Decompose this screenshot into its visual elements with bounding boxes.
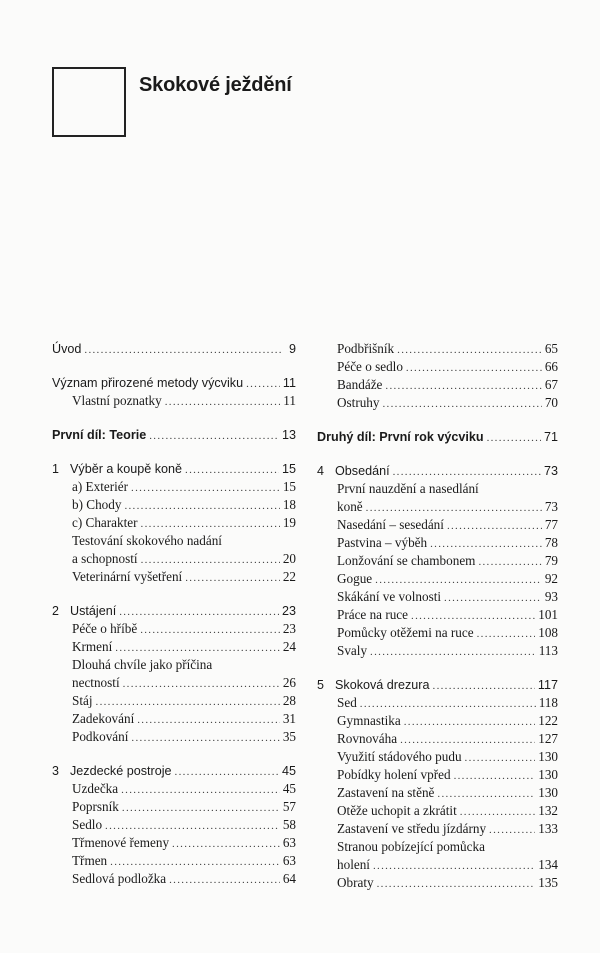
dot-leader [373,857,535,875]
toc-entry-page: 63 [282,835,296,850]
toc-entry-page: 15 [282,479,296,494]
toc-entry-label: Gymnastika [337,713,401,728]
toc-entry-label: nectností [72,675,120,690]
toc-entry-page: 45 [281,764,296,778]
dot-leader [375,571,542,589]
dot-leader [122,799,280,817]
dot-leader [411,607,535,625]
toc-entry[interactable] [317,784,558,802]
toc-entry-page: 79 [544,553,558,568]
toc-entry[interactable] [317,394,558,412]
dot-leader [489,821,535,839]
chapter-number: 2 [52,604,59,618]
dot-leader [123,675,280,693]
toc-entry-page: 64 [282,871,296,886]
toc-entry[interactable] [52,478,296,496]
toc-entry-page: 23 [281,604,296,618]
toc-entry[interactable] [52,340,296,358]
toc-left-column [52,340,296,888]
toc-entry-label: Pomůcky otěžemi na ruce [337,625,474,640]
dot-leader [165,393,281,411]
toc-entry-label: Gogue [337,571,373,586]
toc-entry-page: 73 [544,499,558,514]
toc-entry-page: 11 [282,376,296,390]
toc-entry-label: Třmen [72,853,108,868]
dot-leader [397,341,542,359]
toc-entry[interactable] [52,798,296,816]
toc-entry[interactable] [52,374,296,392]
toc-entry-label: Sedlová podložka [72,871,167,886]
toc-entry-page: 101 [538,607,558,622]
toc-entry-page: 134 [538,857,558,872]
dot-leader [141,551,280,569]
toc-entry-label: Ustájení [70,604,117,618]
toc-entry[interactable] [317,462,558,480]
toc-entry[interactable] [52,692,296,710]
toc-entry[interactable] [317,516,558,534]
dot-leader [383,395,542,413]
toc-entry-label: Úvod [52,342,82,356]
dot-leader [430,535,542,553]
toc-entry-page: 113 [538,643,558,658]
dot-leader [119,603,279,621]
toc-entry-label: Stranou pobízející pomůcka [337,839,485,854]
toc-entry-label: Zadekování [72,711,135,726]
dot-leader [385,377,541,395]
toc-entry-page: 45 [282,781,296,796]
toc-entry-page: 35 [282,729,296,744]
toc-entry[interactable] [317,820,558,838]
toc-entry[interactable] [52,852,296,870]
toc-entry-label: Druhý díl: První rok výcviku [317,430,484,444]
dot-leader [437,785,535,803]
toc-entry[interactable] [317,748,558,766]
toc-entry-label: c) Charakter [72,515,138,530]
toc-entry-label: Obraty [337,875,374,890]
toc-entry-page: 118 [538,695,558,710]
toc-entry-page: 20 [282,551,296,566]
dot-leader [460,803,535,821]
toc-entry-page: 67 [544,377,558,392]
toc-entry-page: 78 [544,535,558,550]
toc-entry-label: Zastavení na stěně [337,785,435,800]
dot-leader [444,589,542,607]
toc-entry-page: 70 [544,395,558,410]
dot-leader [149,427,279,445]
dot-leader [96,693,280,711]
toc-entry-label: koně [337,499,363,514]
chapter-number: 5 [317,678,324,692]
toc-entry-label: Bandáže [337,377,383,392]
dot-leader [185,461,279,479]
toc-entry-page: 18 [282,497,296,512]
toc-entry-page: 15 [281,462,296,476]
dot-leader [404,713,535,731]
toc-entry[interactable] [317,712,558,730]
toc-entry-label: Péče o sedlo [337,359,403,374]
toc-entry-label: Podbřišník [337,341,395,356]
toc-entry-label: a) Exteriér [72,479,129,494]
toc-entry-page: 135 [538,875,558,890]
dot-leader [477,625,536,643]
toc-entry-label: Ostruhy [337,395,380,410]
toc-entry[interactable] [317,376,558,394]
dot-leader [400,731,535,749]
toc-entry-label: Svaly [337,643,368,658]
toc-entry-label: Lonžování se chambonem [337,553,476,568]
toc-entry-page: 23 [282,621,296,636]
toc-entry-label: Skákání ve volnosti [337,589,442,604]
dot-leader [370,643,536,661]
toc-entry[interactable] [52,834,296,852]
toc-entry-label: Stáj [72,693,93,708]
toc-entry-label: Veterinární vyšetření [72,569,183,584]
toc-entry-label: Výběr a koupě koně [70,462,183,476]
toc-entry-label: Obsedání [335,464,390,478]
toc-entry[interactable] [317,340,558,358]
toc-entry-page: 108 [538,625,558,640]
toc-entry-page: 58 [282,817,296,832]
toc-entry-page: 132 [538,803,558,818]
dot-leader [246,375,280,393]
toc-entry-label: Dlouhá chvíle jako příčina [72,657,213,672]
toc-entry-label: Uzdečka [72,781,119,796]
toc-entry[interactable] [317,498,558,516]
toc-entry-page: 13 [281,428,296,442]
dot-leader [140,621,280,639]
toc-entry-label: První nauzdění a nasedlání [337,481,479,496]
toc-entry-label: holení [337,857,370,872]
dot-leader [487,429,541,447]
toc-entry[interactable] [52,728,296,746]
dot-leader [185,569,280,587]
toc-entry[interactable] [317,676,558,694]
dot-leader [131,729,279,747]
toc-entry[interactable] [317,358,558,376]
toc-entry[interactable] [52,532,296,550]
toc-entry[interactable] [317,874,558,892]
toc-entry-page: 133 [538,821,558,836]
toc-entry[interactable] [52,816,296,834]
toc-entry-page: 28 [282,693,296,708]
toc-entry-label: Krmení [72,639,113,654]
toc-entry-page: 66 [544,359,558,374]
toc-entry-label: První díl: Teorie [52,428,147,442]
toc-entry[interactable] [317,856,558,874]
toc-entry-page: 19 [282,515,296,530]
toc-entry[interactable] [317,480,558,498]
toc-entry[interactable] [317,730,558,748]
dot-leader [360,695,536,713]
toc-entry[interactable] [52,460,296,478]
toc-entry-page: 130 [538,767,558,782]
toc-entry-page: 92 [544,571,558,586]
toc-entry[interactable] [317,694,558,712]
toc-entry-label: Podkování [72,729,129,744]
toc-entry-label: Rovnováha [337,731,398,746]
dot-leader [433,677,535,695]
toc-entry[interactable] [52,568,296,586]
toc-entry[interactable] [317,606,558,624]
title-frame-box [52,67,126,137]
toc-entry-label: Význam přirozené metody výcviku [52,376,244,390]
toc-entry[interactable] [52,514,296,532]
toc-entry-label: Nasedání – sesedání [337,517,444,532]
dot-leader [137,711,280,729]
toc-entry[interactable] [317,624,558,642]
dot-leader [124,497,279,515]
toc-entry-page: 71 [543,430,558,444]
toc-entry[interactable] [52,496,296,514]
toc-entry[interactable] [52,638,296,656]
toc-entry-label: Otěže uchopit a zkrátit [337,803,457,818]
dot-leader [175,763,279,781]
toc-entry[interactable] [52,780,296,798]
toc-entry-page: 127 [538,731,558,746]
toc-right-column [317,340,558,892]
toc-entry-label: Testování skokového nadání [72,533,222,548]
toc-entry-page: 77 [544,517,558,532]
toc-entry-page: 65 [544,341,558,356]
toc-entry[interactable] [317,552,558,570]
toc-entry-label: b) Chody [72,497,122,512]
toc-entry-page: 57 [282,799,296,814]
toc-entry-page: 130 [538,785,558,800]
page-title: Skokové ježdění [139,74,292,96]
dot-leader [377,875,536,893]
toc-entry-label: Sed [337,695,357,710]
toc-entry-page: 9 [288,342,296,356]
toc-entry-page: 26 [282,675,296,690]
toc-entry[interactable] [52,392,296,410]
toc-entry[interactable] [52,710,296,728]
dot-leader [105,817,280,835]
toc-entry-label: Jezdecké postroje [70,764,172,778]
toc-entry-label: Třmenové řemeny [72,835,170,850]
dot-leader [465,749,536,767]
chapter-number: 1 [52,462,59,476]
toc-entry-label: Péče o hříbě [72,621,138,636]
toc-entry[interactable] [52,656,296,674]
dot-leader [141,515,280,533]
toc-entry-label: Pobídky holení vpřed [337,767,451,782]
toc-entry-label: Pastvina – výběh [337,535,428,550]
dot-leader [478,553,541,571]
toc-entry[interactable] [52,870,296,888]
toc-entry[interactable] [52,602,296,620]
dot-leader [454,767,536,785]
toc-entry-page: 31 [282,711,296,726]
dot-leader [366,499,542,517]
toc-entry[interactable] [52,620,296,638]
dot-leader [172,835,280,853]
dot-leader [447,517,542,535]
toc-entry[interactable] [52,674,296,692]
toc-entry-label: Skoková drezura [335,678,430,692]
toc-entry[interactable] [317,570,558,588]
chapter-number: 4 [317,464,324,478]
toc-entry-page: 122 [538,713,558,728]
dot-leader [393,463,541,481]
toc-entry-page: 24 [282,639,296,654]
dot-leader [115,639,280,657]
dot-leader [110,853,280,871]
dot-leader [169,871,280,889]
toc-entry[interactable] [52,550,296,568]
dot-leader [406,359,542,377]
toc-entry-page: 73 [543,464,558,478]
toc-entry-label: a schopností [72,551,138,566]
toc-entry-label: Poprsník [72,799,119,814]
toc-entry-page: 117 [537,678,558,692]
toc-entry[interactable] [317,642,558,660]
toc-entry[interactable] [317,428,558,446]
toc-entry[interactable] [317,588,558,606]
toc-entry-page: 93 [544,589,558,604]
toc-entry-label: Vlastní poznatky [72,393,162,408]
toc-entry[interactable] [317,766,558,784]
dot-leader [121,781,280,799]
toc-entry-page: 11 [283,393,296,408]
chapter-number: 3 [52,764,59,778]
toc-entry-label: Využití stádového pudu [337,749,462,764]
toc-entry-label: Zastavení ve středu jízdárny [337,821,487,836]
toc-entry-label: Práce na ruce [337,607,409,622]
toc-entry-page: 22 [282,569,296,584]
toc-entry-label: Sedlo [72,817,103,832]
dot-leader [131,479,280,497]
toc-entry[interactable] [317,534,558,552]
toc-entry[interactable] [317,802,558,820]
toc-entry-page: 63 [282,853,296,868]
toc-entry-page: 130 [538,749,558,764]
toc-entry[interactable] [317,838,558,856]
toc-entry[interactable] [52,762,296,780]
toc-entry[interactable] [52,426,296,444]
dot-leader [84,341,281,359]
